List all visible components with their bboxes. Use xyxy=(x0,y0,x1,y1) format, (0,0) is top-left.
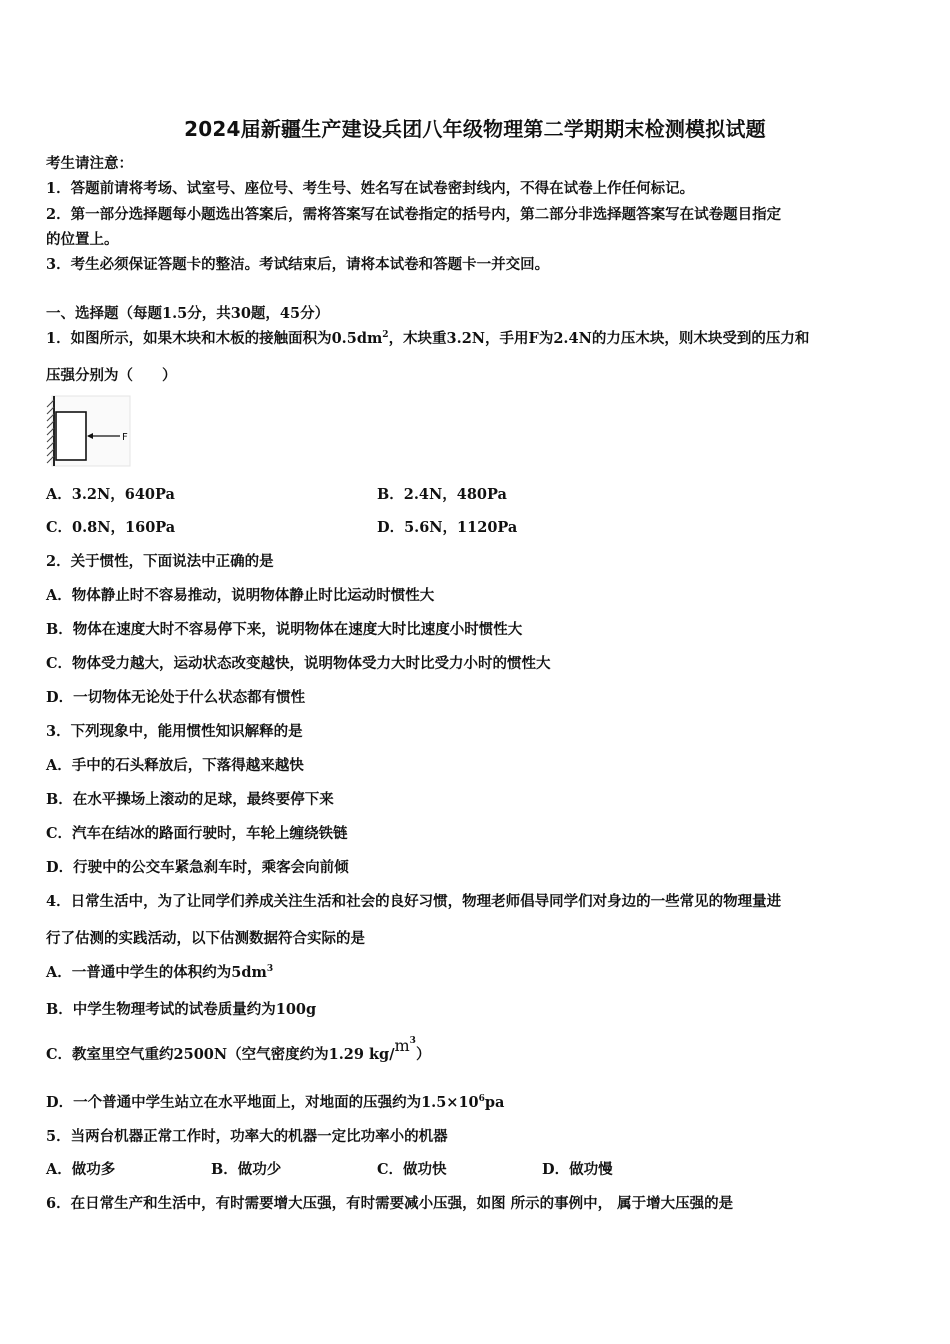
notice-item-2-line-1: 2．第一部分选择题每小题选出答案后，需将答案写在试卷指定的括号内，第二部分非选择题答案写在试卷题目指定 xyxy=(46,206,782,223)
q3-option-b[interactable]: B．在水平操场上滚动的足球，最终要停下来 xyxy=(46,791,334,808)
q3-option-d[interactable]: D．行驶中的公交车紧急刹车时，乘客会向前倾 xyxy=(46,859,349,876)
q4-option-d[interactable]: D．一个普通中学生站立在水平地面上，对地面的压强约为$1.5\times 10^6pa$ xyxy=(46,1094,505,1111)
notice-item-2-line-2: 的位置上。 xyxy=(46,231,119,248)
notice-item-1: 1．答题前请将考场、试室号、座位号、考生号、姓名写在试卷密封线内，不得在试卷上作任何标记。 xyxy=(46,180,695,197)
q1-option-c[interactable]: C．0.8N，160Pa xyxy=(46,519,176,536)
q1-option-b[interactable]: B．2.4N，480Pa xyxy=(377,486,507,503)
notice-item-3: 3．考生必须保证答题卡的整洁。考试结束后，请将本试卷和答题卡一并交回。 xyxy=(46,256,550,273)
q2-option-b[interactable]: B．物体在速度大时不容易停下来，说明物体在速度大时比速度小时惯性大 xyxy=(46,621,523,638)
q4-option-b[interactable]: B．中学生物理考试的试卷质量约为100g xyxy=(46,1001,317,1018)
force-label: F xyxy=(122,432,128,443)
q4-stem-line-1: 4．日常生活中，为了让同学们养成关注生活和社会的良好习惯，物理老师倡导同学们对身边的一些常见的物理量进 xyxy=(46,893,782,910)
q1-stem-line-2: 压强分别为（ ） xyxy=(46,367,177,384)
q4-stem-line-2: 行了估测的实践活动，以下估测数据符合实际的是 xyxy=(46,930,365,947)
exam-title: 2024届新疆生产建设兵团八年级物理第二学期期末检测模拟试题 xyxy=(184,117,766,141)
q1-option-a[interactable]: A．3.2N，640Pa xyxy=(46,486,175,503)
q5-option-d[interactable]: D．做功慢 xyxy=(542,1161,613,1178)
q5-option-b[interactable]: B．做功少 xyxy=(211,1161,282,1178)
q3-option-c[interactable]: C．汽车在结冰的路面行驶时，车轮上缠绕铁链 xyxy=(46,825,348,842)
q2-option-d[interactable]: D．一切物体无论处于什么状态都有惯性 xyxy=(46,689,306,706)
q6-stem: 6．在日常生产和生活中，有时需要增大压强，有时需要减小压强，如图 所示的事例中， 属于增大压强的是 xyxy=(46,1195,734,1212)
q3-stem: 3．下列现象中，能用惯性知识解释的是 xyxy=(46,723,303,740)
wooden-block xyxy=(56,412,86,460)
q4-option-a[interactable]: A．一普通中学生的体积约为$5dm^3$ xyxy=(46,964,274,981)
q2-option-c[interactable]: C．物体受力越大，运动状态改变越快，说明物体受力大时比受力小时的惯性大 xyxy=(46,655,551,672)
q2-stem: 2．关于惯性，下面说法中正确的是 xyxy=(46,553,274,570)
notice-heading: 考生请注意： xyxy=(46,155,133,172)
q3-option-a[interactable]: A．手中的石头释放后，下落得越来越快 xyxy=(46,757,304,774)
q1-option-d[interactable]: D．5.6N，1120Pa xyxy=(377,519,518,536)
q1-stem-line-1: 1．如图所示，如果木块和木板的接触面积为$0.5dm^2$，木块重3.2N，手用F为2.4N的力压木块，则木块受到的压力和 xyxy=(46,330,810,347)
q2-option-a[interactable]: A．物体静止时不容易推动，说明物体静止时比运动时惯性大 xyxy=(46,587,435,604)
q5-option-c[interactable]: C．做功快 xyxy=(377,1161,447,1178)
section-heading: 一、选择题（每题1.5分，共30题，45分） xyxy=(46,305,330,322)
q5-stem: 5．当两台机器正常工作时，功率大的机器一定比功率小的机器 xyxy=(46,1128,448,1145)
q1-figure xyxy=(44,394,134,470)
q4-option-c[interactable]: C．教室里空气重约2500N（空气密度约为1.29 $kg/m^3$） xyxy=(46,1036,431,1063)
q5-option-a[interactable]: A．做功多 xyxy=(46,1161,116,1178)
